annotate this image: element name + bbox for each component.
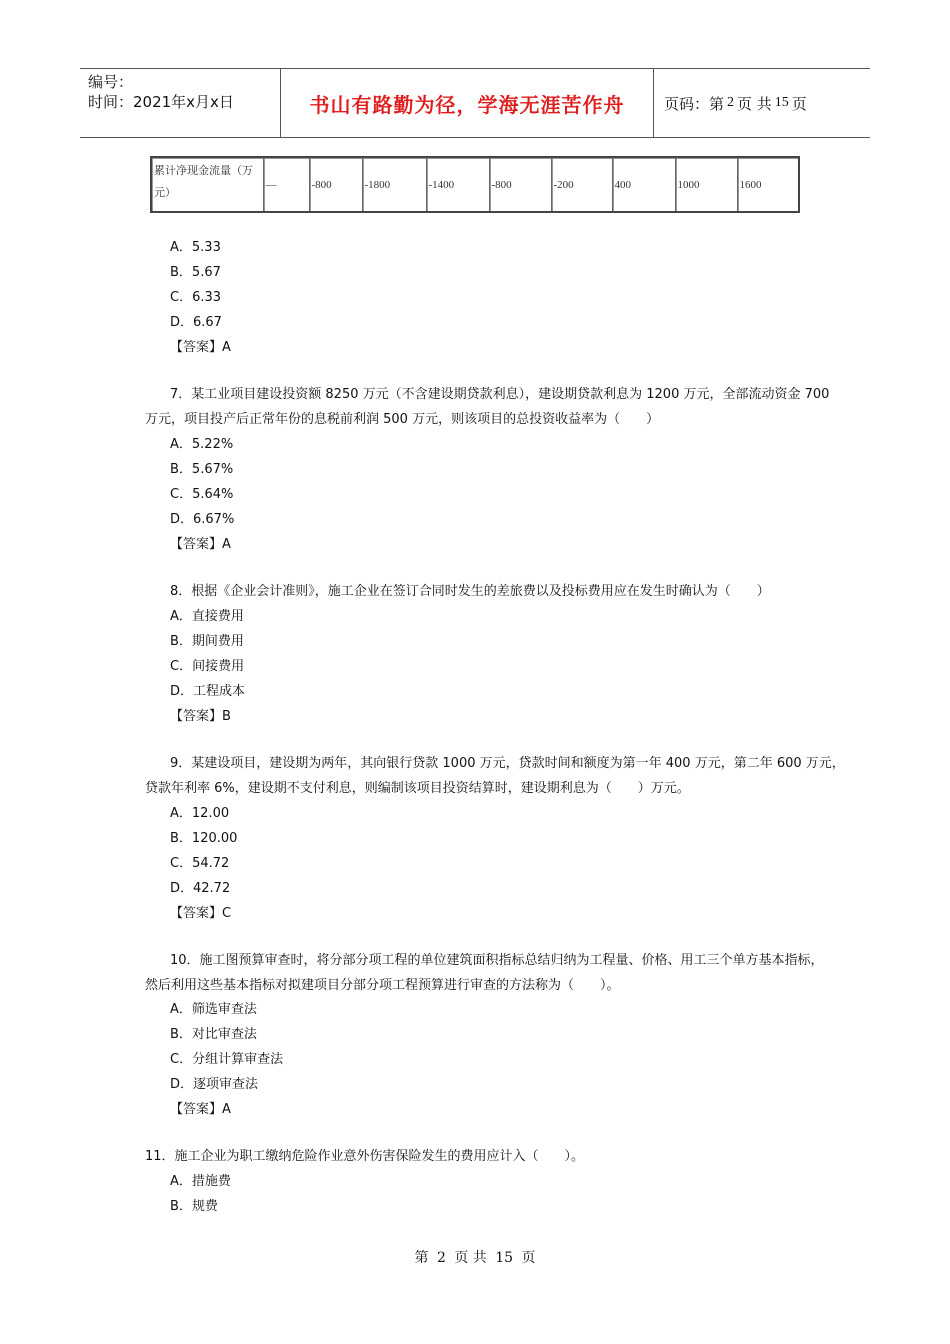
q10-stem-line1: 10．施工图预算审查时，将分部分项工程的单位建筑面积指标总结归纳为工程量、价格、用工三个单方基本指标， xyxy=(170,953,824,968)
page-total: 15 xyxy=(774,95,789,110)
q6-option-c: C．6.33 xyxy=(170,290,222,305)
page-suffix: 页 xyxy=(791,94,807,113)
cash-flow-table xyxy=(150,156,800,213)
row-label-line2: 元） xyxy=(154,187,176,199)
q7-stem-line2: 万元，项目投产后正常年份的息税前利润 500 万元，则该项目的总投资收益率为（ ） xyxy=(145,412,660,427)
header-page-info xyxy=(654,69,870,137)
q7-option-a: A．5.22% xyxy=(170,437,234,452)
q9-stem-line2: 贷款年利率 6%，建设期不支付利息，则编制该项目投资结算时，建设期利息为（ ）万元。 xyxy=(145,781,690,796)
q10-answer: 【答案】A xyxy=(170,1102,231,1117)
table-cell: 400 xyxy=(612,157,675,212)
table-cell: -800 xyxy=(489,157,551,212)
page-prefix: 页码：第 xyxy=(664,94,725,113)
page-mid: 页 共 xyxy=(737,94,772,113)
q9-answer: 【答案】C xyxy=(170,906,232,921)
table-cell: 1000 xyxy=(675,157,737,212)
footer-page-total: 15 xyxy=(495,1250,514,1266)
page-number: 2 xyxy=(727,95,735,110)
table-cell: -1400 xyxy=(426,157,489,212)
number-label: 编号： xyxy=(88,73,134,91)
q6-answer: 【答案】A xyxy=(170,340,231,355)
q7-stem-line1: 7．某工业项目建设投资额 8250 万元（不含建设期贷款利息），建设期贷款利息为 1200 万元，全部流动资金 700 xyxy=(170,387,830,402)
q9-option-c: C．54.72 xyxy=(170,856,230,871)
q11-option-b: B．规费 xyxy=(170,1199,218,1214)
table-cell: 1600 xyxy=(737,157,799,212)
q8-stem-line1: 8．根据《企业会计准则》，施工企业在签订合同时发生的差旅费以及投标费用应在发生时确认为（ ） xyxy=(170,584,770,599)
q9-option-b: B．120.00 xyxy=(170,831,238,846)
q8-option-d: D．工程成本 xyxy=(170,684,246,699)
footer-mid: 页 共 xyxy=(454,1250,487,1266)
row-label-line1: 累计净现金流量（万 xyxy=(154,165,253,177)
table-cell: -1800 xyxy=(362,157,426,212)
table-row xyxy=(151,157,799,212)
table-cell: -200 xyxy=(551,157,612,212)
footer-page-number: 2 xyxy=(436,1250,446,1266)
table-cell: — xyxy=(263,157,309,212)
q6-option-a: A．5.33 xyxy=(170,240,221,255)
q10-option-b: B．对比审查法 xyxy=(170,1027,257,1042)
table-cell: -800 xyxy=(309,157,362,212)
q11-option-a: A．措施费 xyxy=(170,1174,231,1189)
row-label-cell xyxy=(151,157,263,212)
page-footer xyxy=(0,1247,950,1267)
q7-option-b: B．5.67% xyxy=(170,462,234,477)
q10-option-a: A．筛选审查法 xyxy=(170,1002,257,1017)
q11-stem-line1: 11．施工企业为职工缴纳危险作业意外伤害保险发生的费用应计入（ ）。 xyxy=(145,1149,585,1164)
q9-option-a: A．12.00 xyxy=(170,806,230,821)
q9-stem-line1: 9．某建设项目，建设期为两年，其向银行贷款 1000 万元，贷款时间和额度为第一年 400 万元，第二年 600 万元， xyxy=(170,756,845,771)
q7-option-d: D．6.67% xyxy=(170,512,235,527)
q6-option-d: D．6.67 xyxy=(170,315,222,330)
q10-option-c: C．分组计算审查法 xyxy=(170,1052,284,1067)
footer-prefix: 第 xyxy=(414,1250,429,1266)
header-motto-cell xyxy=(281,69,654,137)
q8-option-a: A．直接费用 xyxy=(170,609,244,624)
q7-answer: 【答案】A xyxy=(170,537,231,552)
header-meta xyxy=(80,69,281,137)
footer-suffix: 页 xyxy=(521,1250,536,1266)
q10-stem-line2: 然后利用这些基本指标对拟建项目分部分项工程预算进行审查的方法称为（ ）。 xyxy=(145,978,620,993)
q8-answer: 【答案】B xyxy=(170,709,231,724)
q9-option-d: D．42.72 xyxy=(170,881,231,896)
q10-option-d: D．逐项审查法 xyxy=(170,1077,259,1092)
q7-option-c: C．5.64% xyxy=(170,487,234,502)
q8-option-b: B．期间费用 xyxy=(170,634,244,649)
q6-option-b: B．5.67 xyxy=(170,265,221,280)
motto: 书山有路勤为径，学海无涯苦作舟 xyxy=(309,92,625,117)
page-header xyxy=(80,68,870,138)
q8-option-c: C．间接费用 xyxy=(170,659,245,674)
time-label: 时间：2021年x月x日 xyxy=(88,93,234,111)
